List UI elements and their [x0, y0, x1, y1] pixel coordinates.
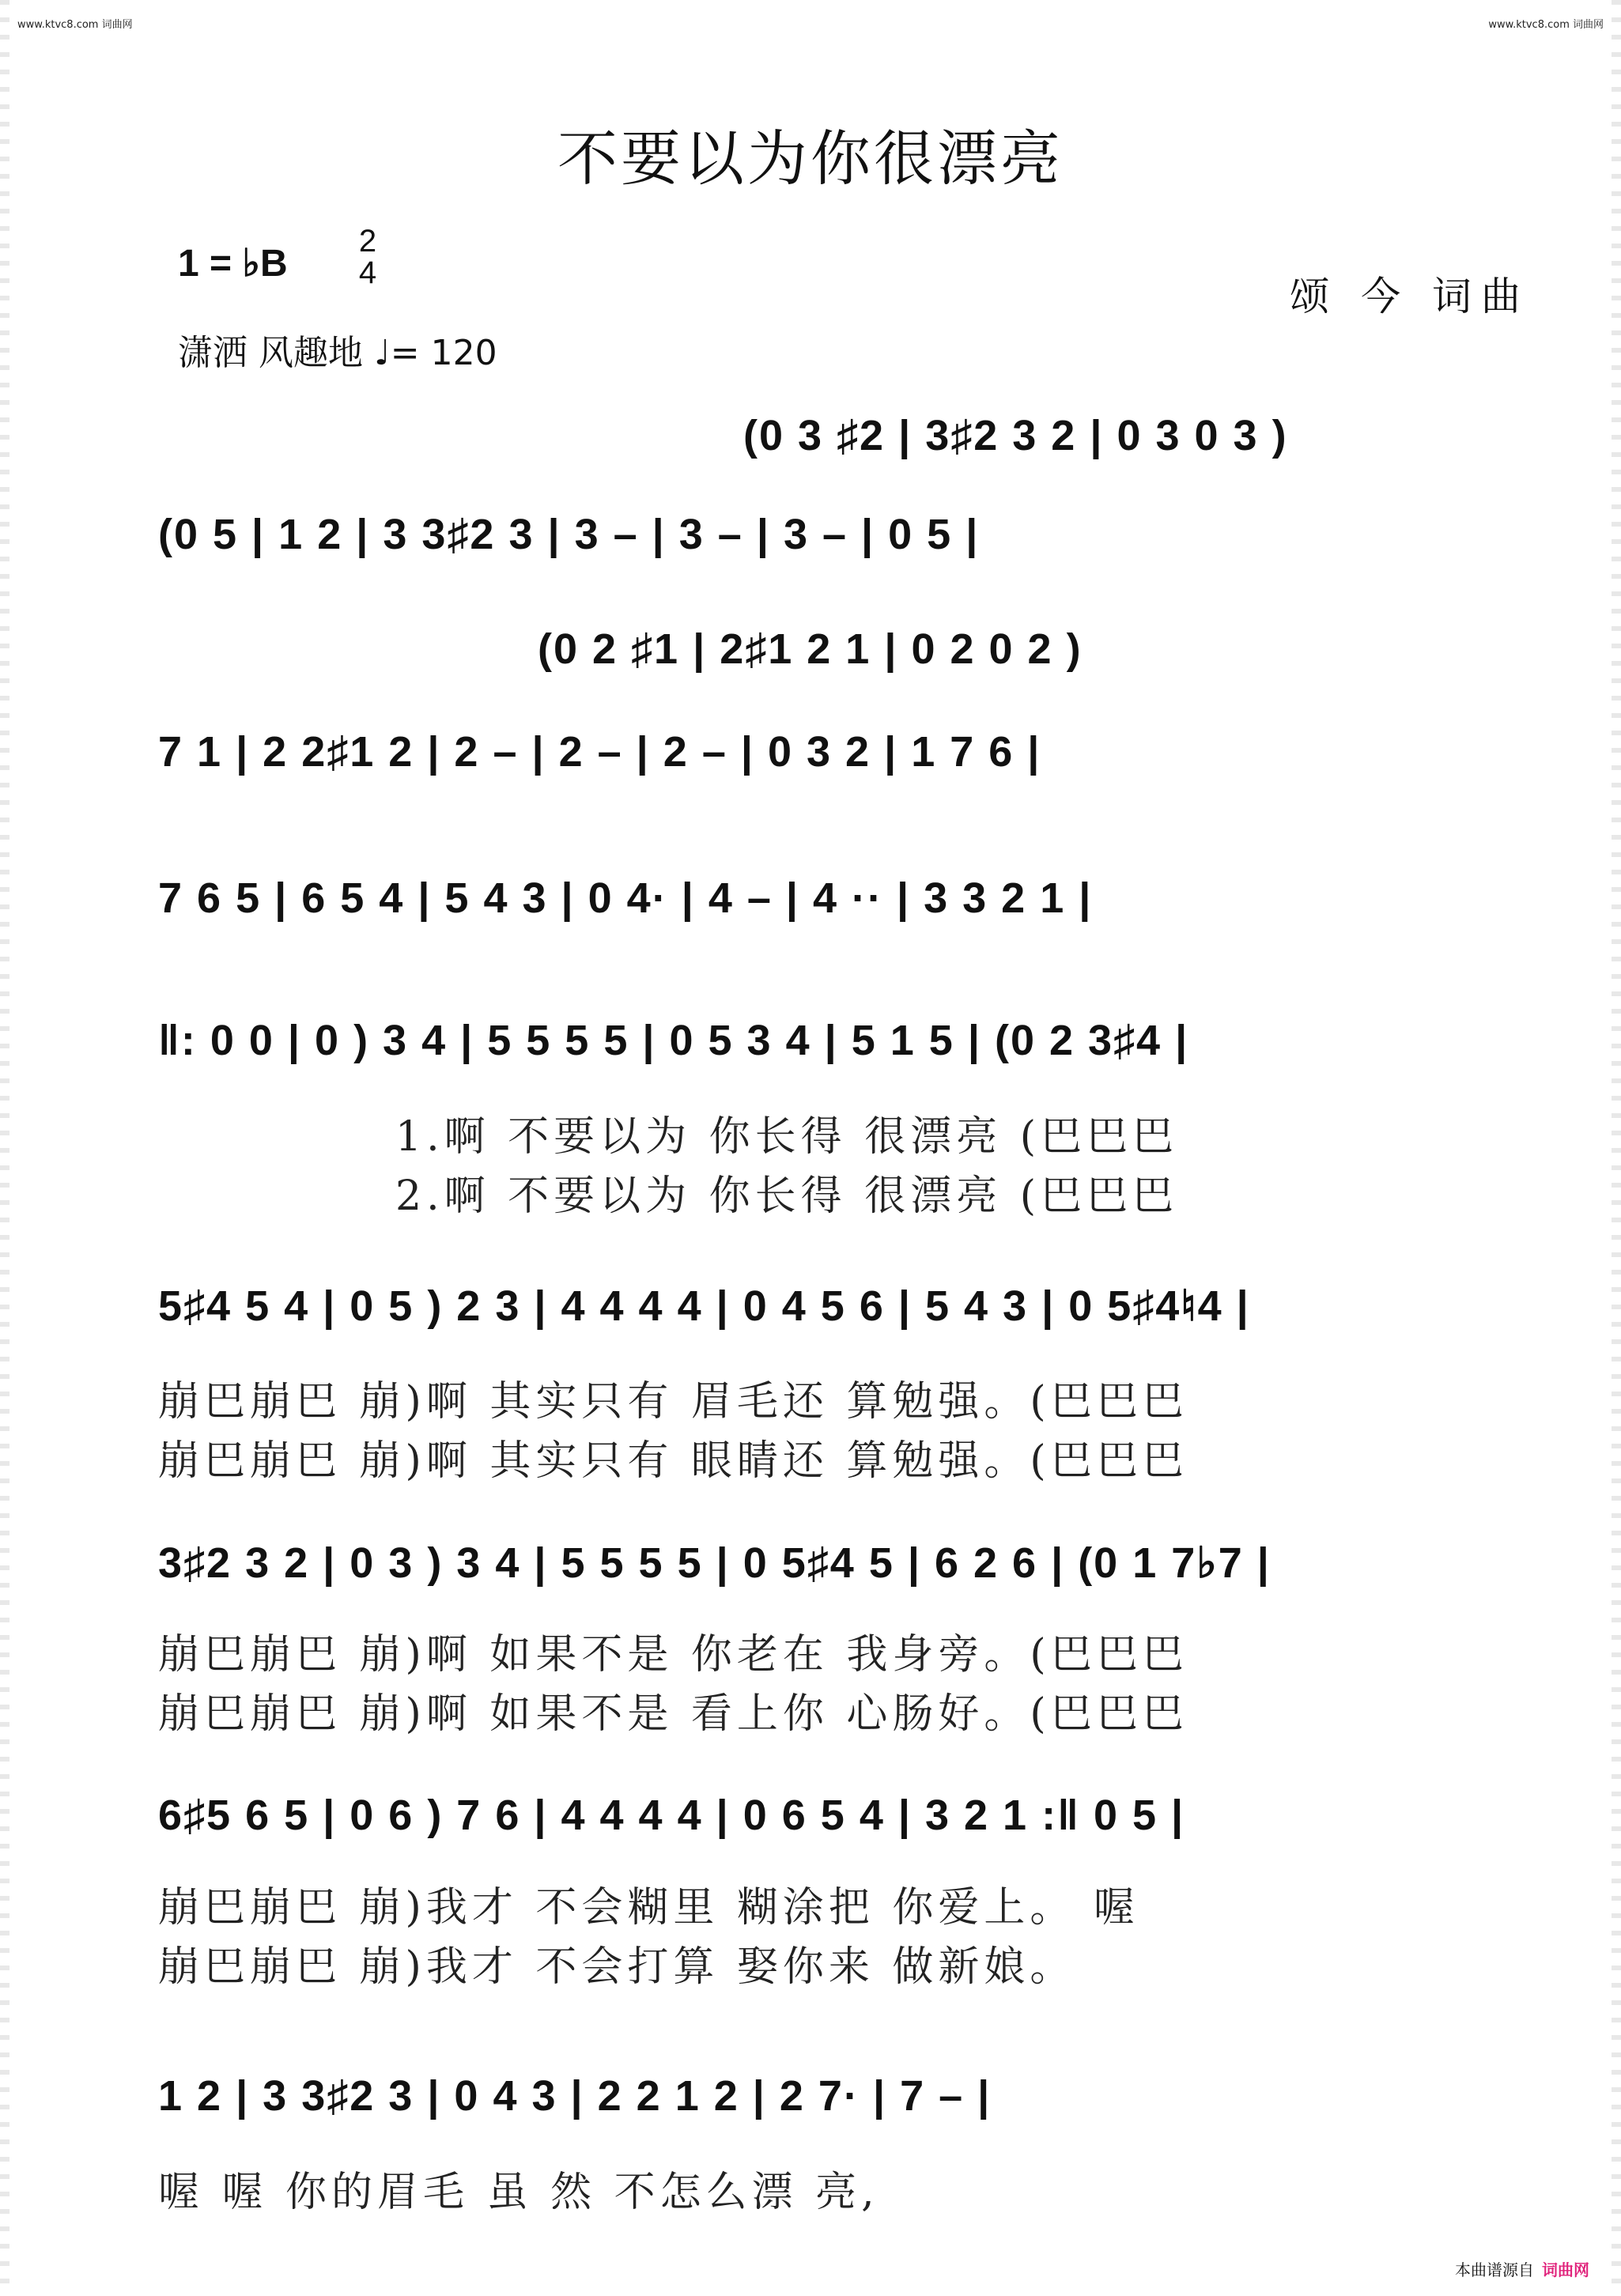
footer-source-label: 本曲谱源自	[1455, 2260, 1534, 2279]
site-watermark-left: www.ktvc8.com 词曲网	[17, 19, 133, 31]
lyric-verse1-line1: 1.啊 不要以为 你长得 很漂亮 (巴巴巴	[395, 1113, 1179, 1161]
site-watermark-right: www.ktvc8.com 词曲网	[1488, 19, 1604, 31]
staff-row-8: 1 2 | 3 3♯2 3 | 0 4 3 | 2 2 1 2 | 2 7· | 7 – |	[158, 2072, 992, 2120]
staff-row-5: 5♯4 5 4 | 0 5 ) 2 3 | 4 4 4 4 | 0 4 5 6 | 5 4 3 | 0 5♯4♮4 |	[158, 1282, 1250, 1330]
key-signature: 1 = ♭B	[178, 243, 288, 285]
time-signature	[356, 225, 380, 289]
time-top: 2	[358, 224, 377, 259]
footer-source	[1455, 2257, 1589, 2280]
song-title: 不要以为你很漂亮	[557, 123, 1064, 194]
composer-credit: 颂 今 词曲	[1290, 274, 1530, 319]
staff-upper-1: (0 3 ♯2 | 3♯2 3 2 | 0 3 0 3 )	[743, 412, 1288, 459]
staff-row-3: 7 6 5 | 6 5 4 | 5 4 3 | 0 4· | 4 – | 4 ·· | 3 3 2 1 |	[158, 874, 1093, 922]
lyric-verse2-line3: 崩巴崩巴 崩)啊 如果不是 看上你 心肠好。(巴巴巴	[158, 1690, 1188, 1738]
right-margin-strip	[1612, 0, 1621, 2296]
tempo-marking: 潇洒 风趣地 ♩= 120	[178, 333, 497, 373]
time-bottom: 4	[358, 255, 377, 290]
lyric-verse2-line1: 2.啊 不要以为 你长得 很漂亮 (巴巴巴	[395, 1173, 1179, 1220]
left-margin-strip	[0, 0, 9, 2296]
staff-upper-2: (0 2 ♯1 | 2♯1 2 1 | 0 2 0 2 )	[538, 625, 1083, 673]
lyric-verse2-line2: 崩巴崩巴 崩)啊 其实只有 眼睛还 算勉强。(巴巴巴	[158, 1437, 1188, 1485]
staff-row-2: 7 1 | 2 2♯1 2 | 2 – | 2 – | 2 – | 0 3 2 | 1 7 6 |	[158, 728, 1041, 776]
lyric-verse1-line2: 崩巴崩巴 崩)啊 其实只有 眉毛还 算勉强。(巴巴巴	[158, 1378, 1188, 1426]
staff-row-4: ‖: 0 0 | 0 ) 3 4 | 5 5 5 5 | 0 5 3 4 | 5 1 5 | (0 2 3♯4 |	[158, 1017, 1189, 1064]
lyric-verse1-line4: 崩巴崩巴 崩)我才 不会糊里 糊涂把 你爱上。 喔	[158, 1884, 1139, 1932]
staff-row-7: 6♯5 6 5 | 0 6 ) 7 6 | 4 4 4 4 | 0 6 5 4 | 3 2 1 :‖ 0 5 |	[158, 1792, 1185, 1839]
staff-row-6: 3♯2 3 2 | 0 3 ) 3 4 | 5 5 5 5 | 0 5♯4 5 | 6 2 6 | (0 1 7♭7 |	[158, 1539, 1271, 1587]
lyric-line5: 喔 喔 你的眉毛 虽 然 不怎么漂 亮,	[158, 2169, 879, 2216]
footer-brand[interactable]: 词曲网	[1542, 2260, 1589, 2279]
lyric-verse1-line3: 崩巴崩巴 崩)啊 如果不是 你老在 我身旁。(巴巴巴	[158, 1631, 1188, 1679]
lyric-verse2-line4: 崩巴崩巴 崩)我才 不会打算 娶你来 做新娘。	[158, 1943, 1076, 1991]
staff-row-1: (0 5 | 1 2 | 3 3♯2 3 | 3 – | 3 – | 3 – | 0 5 |	[158, 511, 980, 558]
